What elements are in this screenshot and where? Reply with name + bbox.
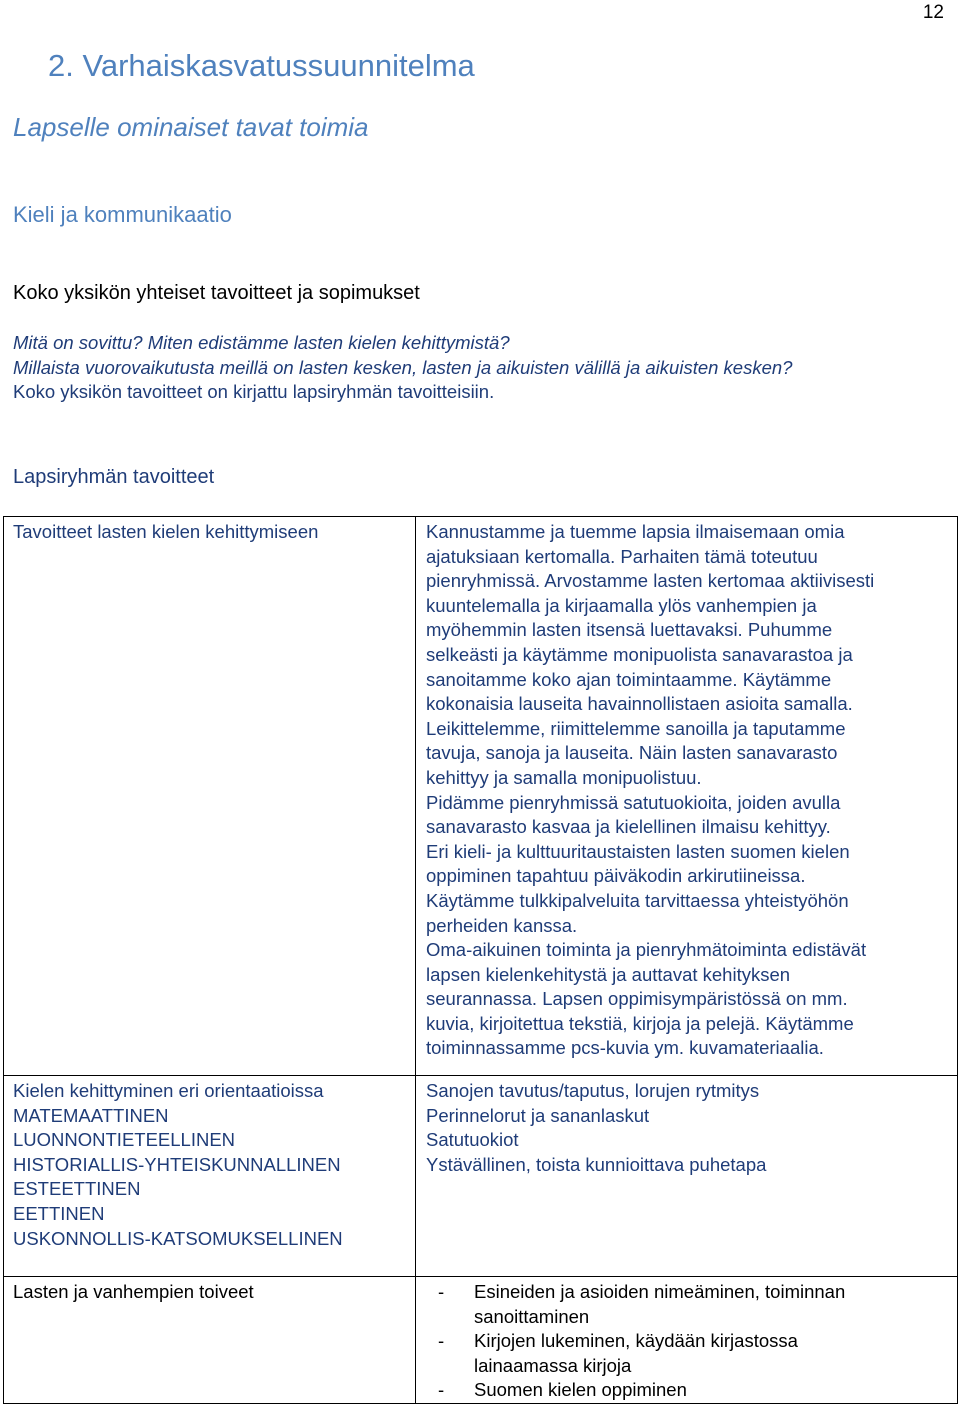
- intro-question-1: Mitä on sovittu? Miten edistämme lasten kielen kehittymistä?: [13, 332, 510, 353]
- table-row: [4, 1277, 958, 1404]
- orientation-item: EETTINEN: [13, 1202, 105, 1224]
- text-line: selkeästi ja käytämme monipuolista sanavarastoa ja: [426, 643, 853, 665]
- text-line: Käytämme tulkkipalveluita tarvittaessa yhteistyöhön: [426, 889, 849, 911]
- text-line: kuuntelemalla ja kirjaamalla ylös vanhempien ja: [426, 594, 817, 616]
- topic-heading: Kieli ja kommunikaatio: [13, 202, 232, 227]
- intro-note: Koko yksikön tavoitteet on kirjattu lapsiryhmän tavoitteisiin.: [13, 381, 495, 403]
- dash-bullet: -: [438, 1330, 445, 1352]
- row1-left-cell: [4, 517, 416, 1076]
- text-line: toiminnassamme pcs-kuvia ym. kuvamateriaalia.: [426, 1037, 824, 1059]
- text-line: Pidämme pienryhmissä satutuokioita, joiden avulla: [426, 791, 841, 813]
- text-line: sanavarasto kasvaa ja kielellinen ilmaisu kehittyy.: [426, 816, 831, 838]
- page-number: 12: [922, 2, 944, 23]
- list-item: [416, 1329, 949, 1378]
- text-line: myöhemmin lasten itsensä luettavaksi. Puhumme: [426, 619, 833, 641]
- text-line: tavuja, sanoja ja lauseita. Näin lasten sanavarasto: [426, 742, 838, 764]
- text-line: Leikittelemme, riimittelemme sanoilla ja taputamme: [426, 717, 846, 739]
- orientation-item: HISTORIALLIS-YHTEISKUNNALLINEN: [13, 1153, 341, 1175]
- text-line: Eri kieli- ja kulttuuritaustaisten lasten suomen kielen: [426, 840, 850, 862]
- list-item: [416, 1280, 949, 1329]
- text-line: lapsen kielenkehitystä ja auttavat kehityksen: [426, 963, 791, 985]
- text-line: Oma-aikuinen toiminta ja pienryhmätoiminta edistävät: [426, 939, 867, 961]
- table-row: [4, 1076, 958, 1277]
- text-line: kehittyy ja samalla monipuolistuu.: [426, 766, 702, 788]
- orientation-item: USKONNOLLIS-KATSOMUKSELLINEN: [13, 1227, 343, 1249]
- text-line: ajatuksiaan kertomalla. Parhaiten tämä toteutuu: [426, 545, 818, 567]
- group-goals-heading: Lapsiryhmän tavoitteet: [13, 466, 215, 488]
- row2-left-title: Kielen kehittyminen eri orientaatioissa: [13, 1080, 324, 1101]
- row3-right-cell: [416, 1277, 958, 1404]
- section-heading: 2. Varhaiskasvatussuunnitelma: [48, 48, 475, 83]
- row3-left-label: Lasten ja vanhempien toiveet: [13, 1281, 254, 1302]
- text-line: Sanojen tavutus/taputus, lorujen rytmitys: [426, 1080, 760, 1101]
- orientation-item: MATEMAATTINEN: [13, 1104, 169, 1126]
- text-line: seurannassa. Lapsen oppimisympäristössä on mm.: [426, 988, 848, 1010]
- list-item-text: Kirjojen lukeminen, käydään kirjastossa lainaamassa kirjoja: [474, 1330, 798, 1376]
- text-line: Kannustamme ja tuemme lapsia ilmaisemaan omia: [426, 521, 845, 542]
- text-line: pienryhmissä. Arvostamme lasten kertomaa aktiivisesti: [426, 570, 875, 592]
- row1-right-cell: [416, 517, 958, 1076]
- row2-left-cell: [4, 1076, 416, 1277]
- intro-question-2: Millaista vuorovaikutusta meillä on lasten kesken, lasten ja aikuisten välillä ja aikuisten kesken?: [13, 356, 793, 378]
- text-line: kuvia, kirjoitettua tekstiä, kirjoja ja pelejä. Käytämme: [426, 1012, 854, 1034]
- text-line: perheiden kanssa.: [426, 914, 578, 936]
- row2-right-cell: [416, 1076, 958, 1277]
- text-line: Satutuokiot: [426, 1129, 519, 1151]
- text-line: oppiminen tapahtuu päiväkodin arkirutiineissa.: [426, 865, 806, 887]
- list-item-text: Esineiden ja asioiden nimeäminen, toiminnan sanoittaminen: [474, 1281, 846, 1327]
- shared-goals-heading: Koko yksikön yhteiset tavoitteet ja sopimukset: [13, 282, 420, 304]
- orientation-item: LUONNONTIETEELLINEN: [13, 1129, 236, 1151]
- orientation-list: [13, 1104, 407, 1252]
- dash-bullet: -: [438, 1379, 445, 1401]
- text-line: kokonaisia lauseita havainnollistaen asioita samalla.: [426, 693, 853, 715]
- list-item: [416, 1378, 949, 1403]
- text-line: sanoitamme koko ajan toimintaamme. Käytämme: [426, 668, 832, 690]
- intro-block: [13, 331, 792, 405]
- row3-left-cell: [4, 1277, 416, 1404]
- goals-table: [3, 516, 958, 1404]
- text-line: Perinnelorut ja sananlaskut: [426, 1104, 650, 1126]
- text-line: Ystävällinen, toista kunnioittava puhetapa: [426, 1153, 767, 1175]
- orientation-item: ESTEETTINEN: [13, 1178, 141, 1200]
- row1-left-label: Tavoitteet lasten kielen kehittymiseen: [13, 521, 319, 542]
- dash-bullet: -: [438, 1281, 445, 1302]
- subsection-heading: Lapselle ominaiset tavat toimia: [13, 112, 369, 142]
- list-item-text: Suomen kielen oppiminen: [474, 1379, 687, 1401]
- table-row: [4, 517, 958, 1076]
